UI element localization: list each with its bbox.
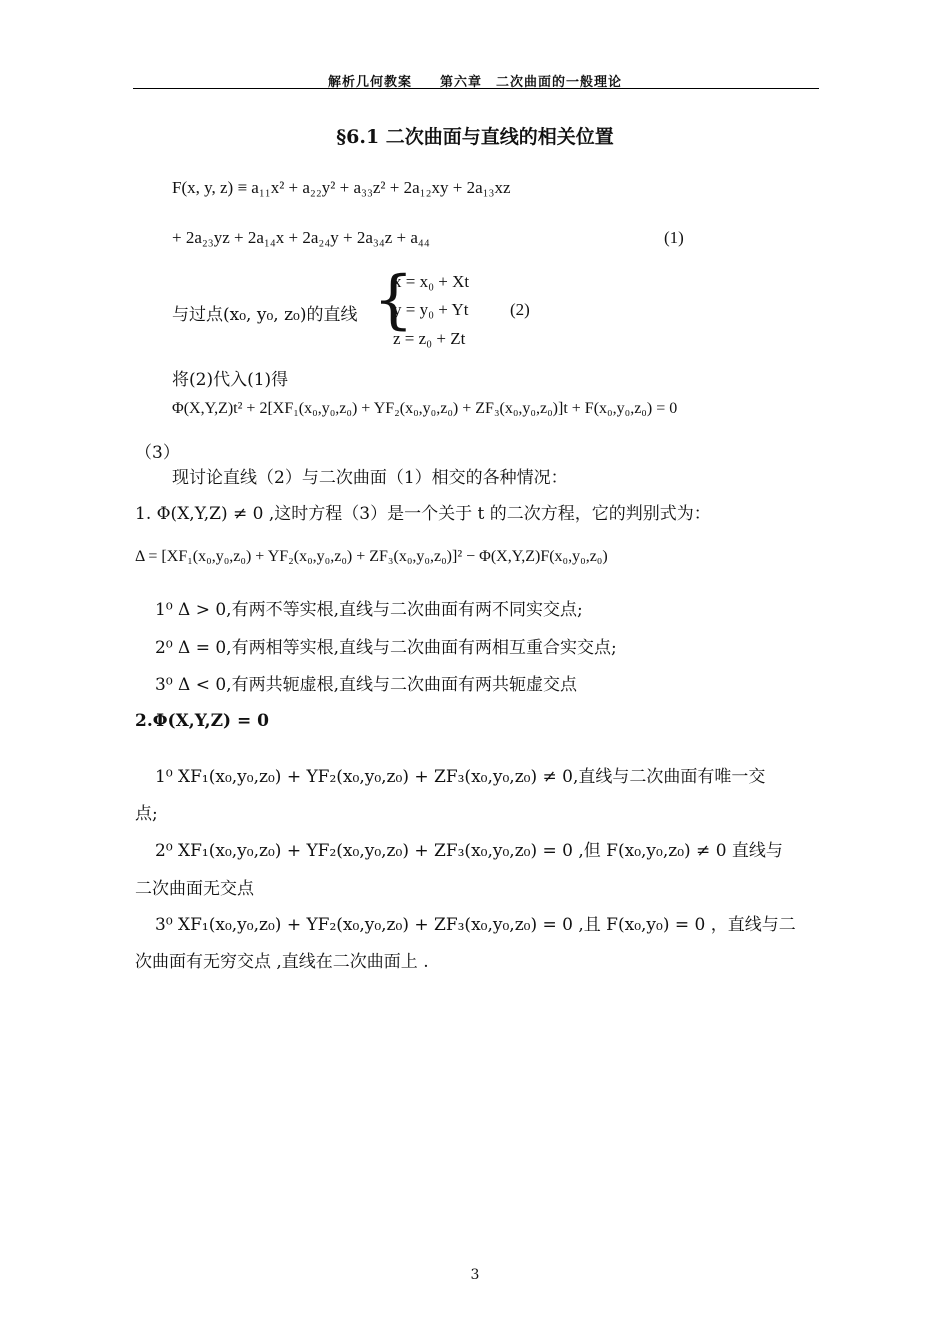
- case-2-sub-1: 1⁰ XF₁(x₀,y₀,z₀) + YF₂(x₀,y₀,z₀) + ZF₃(x₀,y₀,z₀) ≠ 0,直线与二次曲面有唯一交: [155, 767, 766, 787]
- running-header: 解析几何教案 第六章 二次曲面的一般理论: [327, 75, 622, 90]
- case-1-sub-1: 1⁰ Δ > 0,有两不等实根,直线与二次曲面有两不同实交点;: [155, 600, 583, 620]
- case-1-sub-3: 3⁰ Δ < 0,有两共轭虚根,直线与二次曲面有两共轭虚交点: [155, 675, 577, 695]
- case-2-sub-2: 2⁰ XF₁(x₀,y₀,z₀) + YF₂(x₀,y₀,z₀) + ZF₃(x₀,y₀,z₀) = 0 ,但 F(x₀,y₀,z₀) ≠ 0 直线与: [155, 841, 783, 861]
- line-eq-z: z = z₀ + Zt: [393, 329, 466, 348]
- case-2-sub-1-cont: 点;: [135, 804, 158, 824]
- section-title: §6.1 二次曲面与直线的相关位置: [336, 126, 614, 148]
- line-eq-y: y = y₀ + Yt: [393, 300, 469, 319]
- case-1-heading: 1. Φ(X,Y,Z) ≠ 0 ,这时方程（3）是一个关于 t 的二次方程，它的判别式为：: [135, 504, 711, 524]
- case-2-heading: 2.Φ(X,Y,Z) = 0: [135, 711, 269, 731]
- equation-1-line-2: + 2a₂₃yz + 2a₁₄x + 2a₂₄y + 2a₃₄z + a₄₄: [172, 228, 430, 247]
- discussion-intro: 现讨论直线（2）与二次曲面（1）相交的各种情况：: [172, 468, 568, 488]
- substitution-text: 将(2)代入(1)得: [172, 370, 289, 390]
- line-intro: 与过点(x₀, y₀, z₀)的直线: [172, 305, 358, 325]
- case-1-sub-2: 2⁰ Δ = 0,有两相等实根,直线与二次曲面有两相互重合实交点;: [155, 638, 617, 658]
- case-2-sub-2-cont: 二次曲面无交点: [135, 879, 254, 899]
- equation-3: Φ(X,Y,Z)t² + 2[XF₁(x₀,y₀,z₀) + YF₂(x₀,y₀,z₀) + ZF₃(x₀,y₀,z₀)]t + F(x₀,y₀,z₀) = 0: [172, 400, 678, 417]
- equation-1-label: (1): [664, 228, 684, 247]
- discriminant: Δ = [XF₁(x₀,y₀,z₀) + YF₂(x₀,y₀,z₀) + ZF₃(x₀,y₀,z₀)]² − Φ(X,Y,Z)F(x₀,y₀,z₀): [135, 548, 608, 565]
- header-rule: [133, 88, 819, 89]
- case-2-sub-3-cont: 次曲面有无穷交点 ,直线在二次曲面上 .: [135, 952, 429, 972]
- line-eq-x: x = x₀ + Xt: [393, 272, 470, 291]
- system-brace: {: [373, 263, 414, 337]
- page-number: 3: [470, 1267, 480, 1283]
- equation-2-label: (2): [510, 300, 530, 319]
- equation-3-label: （3）: [135, 443, 180, 463]
- equation-1-line-1: F(x, y, z) ≡ a₁₁x² + a₂₂y² + a₃₃z² + 2a₁₂xy + 2a₁₃xz: [172, 178, 511, 197]
- case-2-sub-3: 3⁰ XF₁(x₀,y₀,z₀) + YF₂(x₀,y₀,z₀) + ZF₃(x₀,y₀,z₀) = 0 ,且 F(x₀,y₀) = 0 ，直线与二: [155, 915, 796, 935]
